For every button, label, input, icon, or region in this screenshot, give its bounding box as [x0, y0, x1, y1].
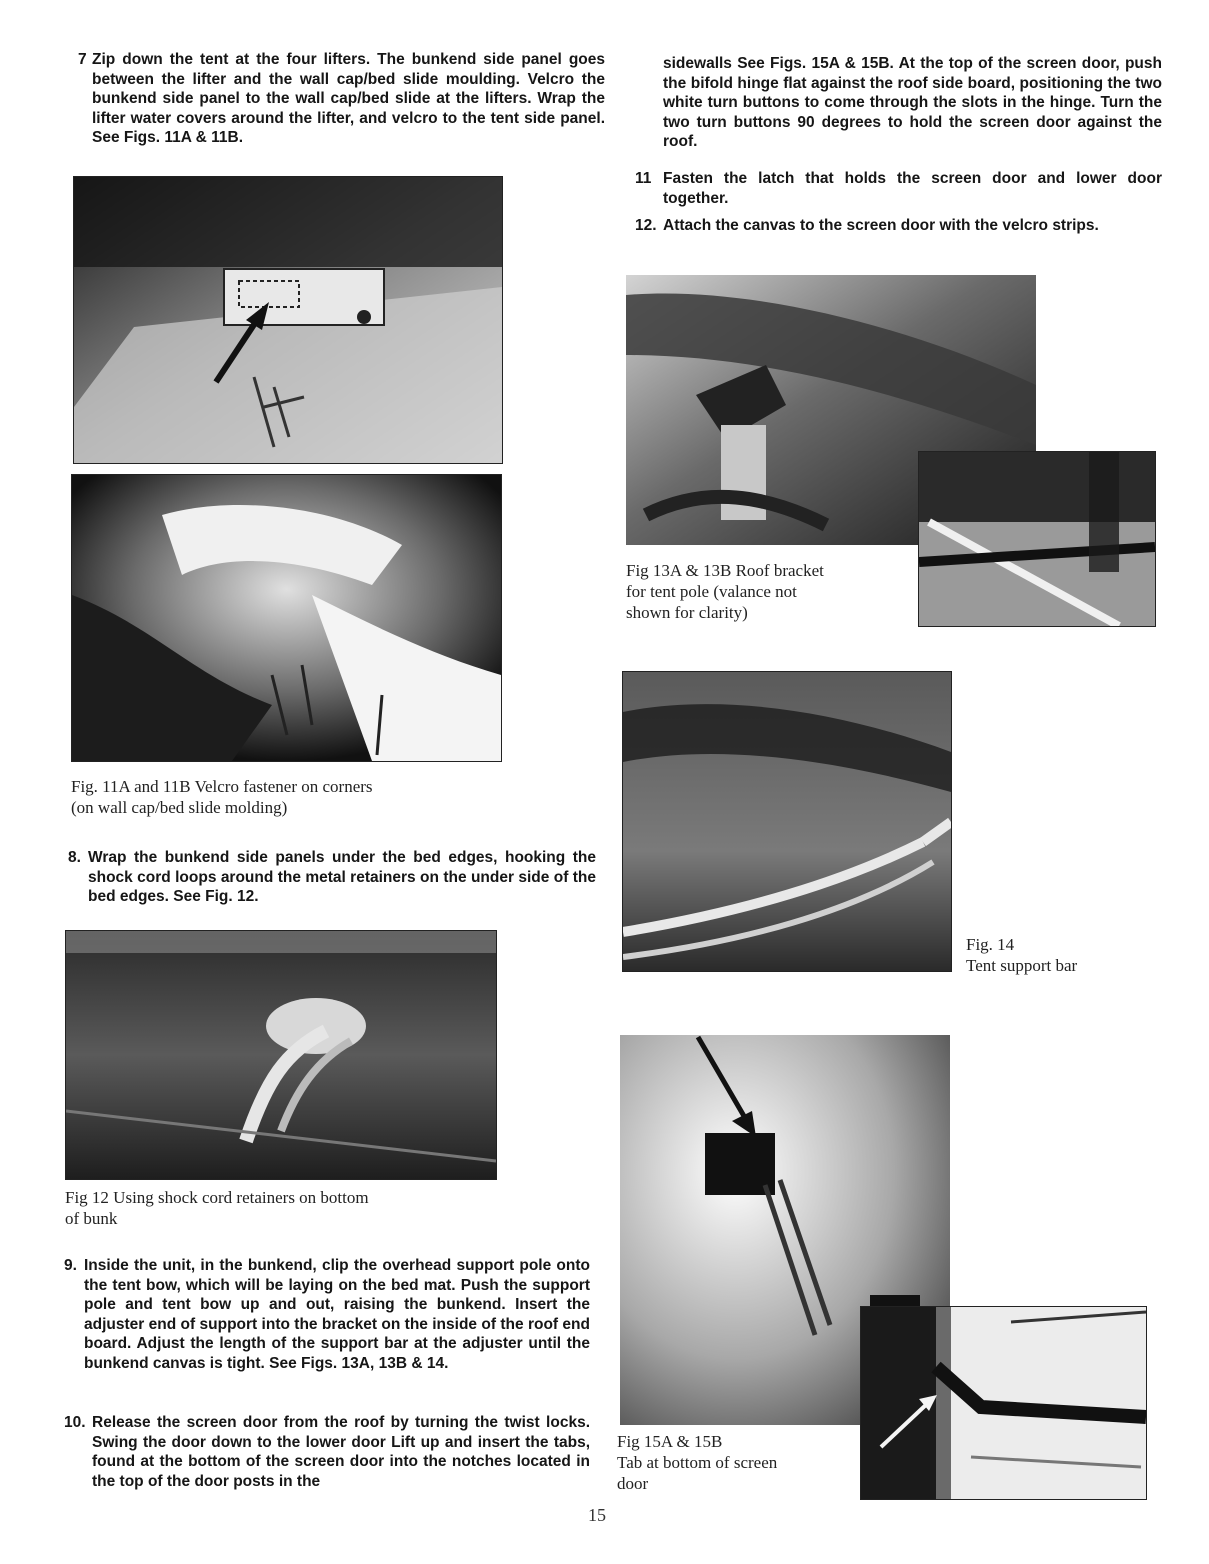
- step-text: sidewalls See Figs. 15A & 15B. At the top of the screen door, push the bifold hinge flat against the roof side board, positioning the two white turn buttons to come through the slots in the hinge. Turn the two turn buttons 90 degrees to hold the screen door against the roof.: [663, 55, 1162, 150]
- page-number: 15: [588, 1505, 606, 1525]
- step-9: [64, 1256, 590, 1373]
- step-7: [78, 50, 605, 148]
- step-10: [64, 1413, 590, 1491]
- caption-line: Fig. 14: [966, 935, 1015, 954]
- figure-14-photo: [622, 671, 952, 972]
- step-number: 10.: [64, 1414, 86, 1431]
- step-text: Wrap the bunkend side panels under the bed edges, hooking the shock cord loops around the metal retainers on the under side of the bed edges. See Fig. 12.: [88, 849, 596, 905]
- caption-line: door: [617, 1474, 649, 1493]
- step-number: 9.: [64, 1257, 77, 1274]
- caption-line: (on wall cap/bed slide molding): [71, 798, 288, 817]
- step-number: 12.: [635, 217, 657, 234]
- step-text: Inside the unit, in the bunkend, clip the overhead support pole onto the tent bow, which will be laying on the bed mat. Push the support pole and tent bow up and out, raising the bunkend. Insert the adjuster end of support into the bracket on the inside of the roof end board. Adjust the length of the support bar at the adjuster until the bunkend canvas is tight. See Figs. 13A, 13B & 14.: [84, 1257, 590, 1372]
- caption-line: of bunk: [65, 1209, 118, 1228]
- step-text: Zip down the tent at the four lifters. The bunkend side panel goes between the lifter and the wall cap/bed slide moulding. Velcro the bunkend side panel to the wall cap/bed slide at the lifters. Wrap the lifter water covers around the lifter, and velcro to the tent side panel. See Figs. 11A & 11B.: [92, 51, 605, 146]
- caption-line: shown for clarity): [626, 603, 748, 622]
- step-number: 7: [78, 51, 87, 68]
- step-8: [68, 848, 596, 907]
- figure-13-caption: [626, 560, 916, 623]
- step-number: 8.: [68, 849, 81, 866]
- caption-line: Tent support bar: [966, 956, 1078, 975]
- figure-12-caption: [65, 1187, 495, 1229]
- figure-15b-photo: [860, 1306, 1147, 1500]
- step-number: 11: [635, 170, 652, 187]
- caption-line: for tent pole (valance not: [626, 582, 797, 601]
- step-text: Release the screen door from the roof by turning the twist locks. Swing the door down to the lower door Lift up and insert the tabs, found at the bottom of the screen door into the notches located in the top of the door posts in the: [92, 1414, 590, 1490]
- figure-11b-photo: [71, 474, 502, 762]
- step-10-continued: [663, 54, 1162, 152]
- step-text: Attach the canvas to the screen door with the velcro strips.: [663, 217, 1099, 234]
- figure-15-caption: [617, 1431, 857, 1494]
- figure-12-photo: [65, 930, 497, 1180]
- caption-line: Fig 15A & 15B: [617, 1432, 723, 1451]
- figure-11-caption: [71, 776, 501, 818]
- caption-line: Fig 12 Using shock cord retainers on bottom: [65, 1188, 369, 1207]
- figure-14-caption: [966, 934, 1166, 976]
- figure-11a-photo: [73, 176, 503, 464]
- caption-line: Fig. 11A and 11B Velcro fastener on corners: [71, 777, 373, 796]
- figure-13b-photo: [918, 451, 1156, 627]
- caption-line: Tab at bottom of screen: [617, 1453, 778, 1472]
- caption-line: Fig 13A & 13B Roof bracket: [626, 561, 824, 580]
- step-text: Fasten the latch that holds the screen door and lower door together.: [663, 170, 1162, 207]
- step-11: [635, 169, 1162, 208]
- step-12: [635, 216, 1162, 236]
